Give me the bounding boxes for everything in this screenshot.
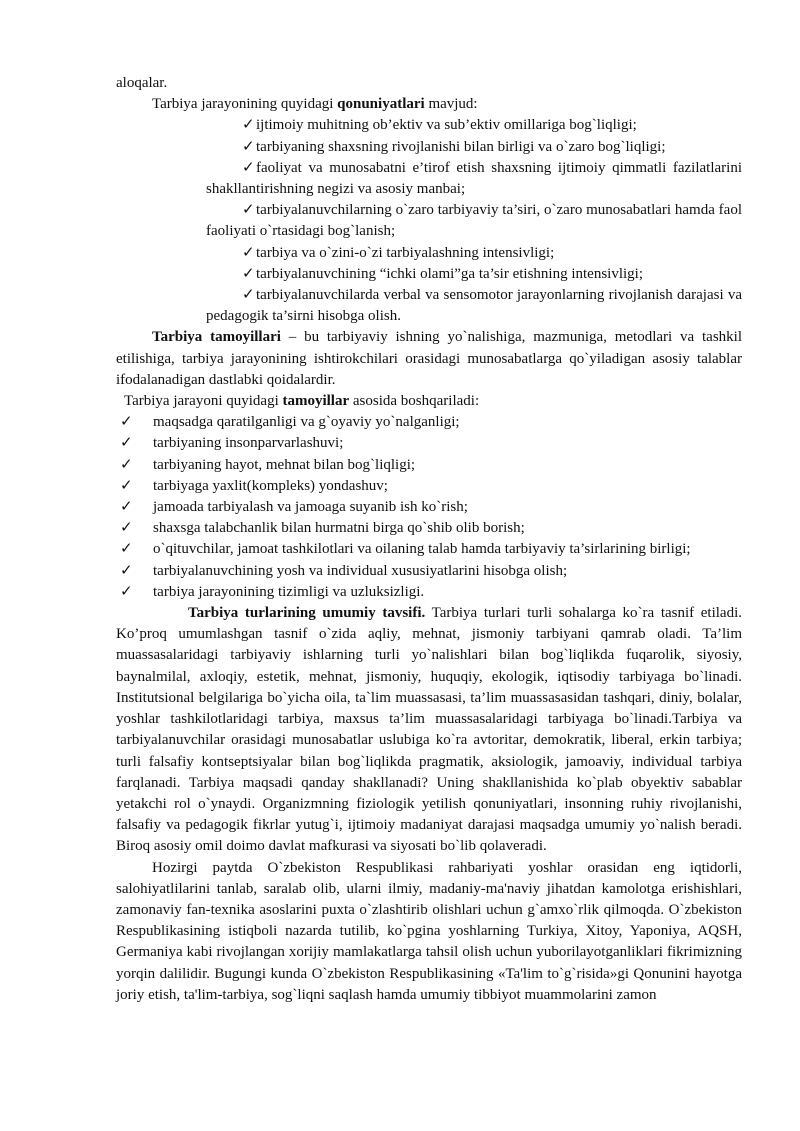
laws-intro-bold: qonuniyatlari [337, 96, 425, 113]
types-text: Tarbiya turlari turli sohalarga ko`ra tasnif etiladi. Ko’proq umumlashgan tasnif o`zida aqliy, mehnat, jismoniy tarbiyani qamrab oladi. Ta’lim muassasalaridagi tarbiyaviy ishlarning turli yo`nalishlari bilan bog`liqlikda fuqarolik, siyosiy, baynalmilal, axloqiy, estetik, mehnat, jismoniy, huquqiy, ekologik, iqtisodiy tarbiyaga bo`linadi. Institutsional belgilariga bo`yicha oila, ta`lim muassasasi, ta’lim muassasasidan tashqari, diniy, bolalar, yoshlar tashkilotlaridagi tarbiya, maxsus ta’lim muassasalaridagi tarbiyaga bo`linadi.Tarbiya va tarbiyalanuvchilar orasidagi munosabatlar uslubiga ko`ra avtoritar, demokratik, liberal, erkin tarbiya; turli falsafiy kontseptsiyalar bilan bog`liqlikda pragmatik, aksiologik, jamoaviy, individual tarbiya farqlanadi. Tarbiya maqsadi qanday shakllanadi? Uning shakllanishida ko`plab obyektiv sabablar yetakchi rol o`ynaydi. Organizmning fiziologik yetilish qonuniyatlari, insonning ruhiy rivojlanishi, falsafiy va pedagogik fikrlar yutug`i, ijtimoiy madaniyat darajasi maqsadga umumiy yo`nalish beradi. Biroq asosiy omil doimo davlat mafkurasi va siyosati bo`lib qolaveradi. [116, 605, 742, 855]
principle-item [116, 497, 742, 518]
law-text: tarbiyaning shaxsning rivojlanishi bilan birligi va o`zaro bog`liqligi; [256, 138, 666, 155]
laws-intro-tail: mavjud: [424, 96, 478, 113]
laws-list [116, 115, 742, 327]
principles-intro [116, 391, 742, 412]
checkmark-icon: ✓ [120, 562, 133, 579]
law-text: tarbiyalanuvchilarning o`zaro tarbiyaviy ta’siri, o`zaro munosabatlari hamda faol faoliyati o`rtasidagi bog`lanish; [206, 202, 742, 240]
checkmark-icon: ✓ [120, 456, 133, 473]
checkmark-icon: ✓ [242, 138, 255, 155]
principle-text: tarbiya jarayonining tizimligi va uzluksizligi. [153, 583, 425, 600]
principle-text: tarbiyaga yaxlit(kompleks) yondashuv; [153, 477, 388, 494]
law-text: ijtimoiy muhitning ob’ektiv va sub’ektiv omillariga bog`liqligi; [256, 117, 637, 134]
principles-list [116, 412, 742, 603]
checkmark-icon: ✓ [120, 520, 133, 537]
law-item [206, 137, 742, 158]
principle-item [116, 518, 742, 539]
law-text: tarbiyalanuvchining “ichki olami”ga ta’sir etishning intensivligi; [256, 265, 643, 282]
checkmark-icon: ✓ [242, 265, 255, 282]
checkmark-icon: ✓ [120, 435, 133, 452]
principle-item [116, 539, 742, 560]
principle-text: tarbiyaning insonparvarlashuvi; [153, 435, 344, 452]
principle-text: jamoada tarbiyalash va jamoaga suyanib ish ko`rish; [153, 499, 468, 516]
checkmark-icon: ✓ [120, 414, 133, 431]
types-paragraph [116, 603, 742, 857]
laws-intro-text: Tarbiya jarayonining quyidagi [152, 96, 338, 113]
last-paragraph: Hozirgi paytda O`zbekiston Respublikasi rahbariyati yoshlar orasidan eng iqtidorli, salohiyatlilarini tanlab, saralab olib, ularni ilmiy, madaniy-ma'naviy jihatdan kamolotga erishishlari, zamonaviy fan-texnika asoslarini puxta o`zlashtirib olishlari uchun g`amxo`rlik qilmoqda. O`zbekiston Respublikasining istiqboli nazarda tutilib, ko`pgina yoshlarning Turkiya, Xitoy, Yaponiya, AQSH, Germaniya kabi rivojlangan xorijiy mamlakatlarga tahsil olish uchun yuborilayotganliklari fikrimizning yorqin dalilidir. Bugungi kunda O`zbekiston Respublikasining «Ta'lim to`g`risida»gi Qonunini hayotga joriy etish, ta'lim-tarbiya, sog`liqni saqlash hamda umumiy tibbiyot muammolarini zamon [116, 859, 742, 1003]
law-item [206, 115, 742, 136]
principle-text: maqsadga qaratilganligi va g`oyaviy yo`nalganligi; [153, 414, 460, 431]
principles-def-bold: Tarbiya tamoyillari [152, 329, 281, 346]
principle-text: o`qituvchilar, jamoat tashkilotlari va oilaning talab hamda tarbiyaviy ta’sirlarining birligi; [153, 541, 691, 558]
top-line: aloqalar. [116, 75, 168, 91]
principle-item [116, 561, 742, 582]
principle-item [116, 455, 742, 476]
law-text: faoliyat va munosabatni e’tirof etish shaxsning ijtimoiy qimmatli fazilatlarini shakllantirishning negizi va asosiy manbai; [206, 159, 742, 198]
principles-intro-bold: tamoyillar [282, 393, 350, 410]
checkmark-icon: ✓ [120, 583, 133, 600]
principles-intro-tail: asosida boshqariladi: [349, 393, 480, 410]
checkmark-icon: ✓ [242, 117, 255, 134]
principle-text: tarbiyaning hayot, mehnat bilan bog`liqligi; [153, 456, 416, 473]
document-page [116, 73, 742, 1006]
types-heading: Tarbiya turlarining umumiy tavsifi. [188, 605, 426, 622]
checkmark-icon: ✓ [242, 202, 255, 219]
principle-text: shaxsga talabchanlik bilan hurmatni birga qo`shib olib borish; [153, 520, 525, 537]
checkmark-icon: ✓ [120, 541, 133, 558]
principles-intro-text: Tarbiya jarayoni quyidagi [124, 393, 283, 410]
laws-intro [116, 94, 742, 115]
law-text: tarbiyalanuvchilarda verbal va sensomotor jarayonlarning rivojlanish darajasi va pedagogik ta’sirni hisobga olish. [206, 287, 742, 325]
checkmark-icon: ✓ [120, 499, 133, 516]
law-item [206, 158, 742, 200]
law-item [206, 200, 742, 242]
checkmark-icon: ✓ [120, 477, 133, 494]
principle-item [116, 433, 742, 454]
principle-item [116, 476, 742, 497]
principles-def-text: – bu tarbiyaviy ishning yo`nalishiga, mazmuniga, metodlari va tashkil etilishiga, tarbiya jarayonining ishtirokchilari orasidagi munosabatlarga qo`yiladigan asosiy talablar ifodalanadigan dastlabki qoidalardir. [116, 329, 742, 388]
law-item [206, 264, 742, 285]
checkmark-icon: ✓ [242, 244, 255, 261]
law-item [206, 243, 742, 264]
principle-text: tarbiyalanuvchining yosh va individual xususiyatlarini hisobga olish; [153, 562, 568, 579]
law-item [206, 285, 742, 327]
law-text: tarbiya va o`zini-o`zi tarbiyalashning intensivligi; [256, 244, 555, 261]
principle-item [116, 582, 742, 603]
checkmark-icon: ✓ [242, 159, 255, 176]
principles-definition [116, 327, 742, 391]
principle-item [116, 412, 742, 433]
checkmark-icon: ✓ [242, 287, 255, 304]
